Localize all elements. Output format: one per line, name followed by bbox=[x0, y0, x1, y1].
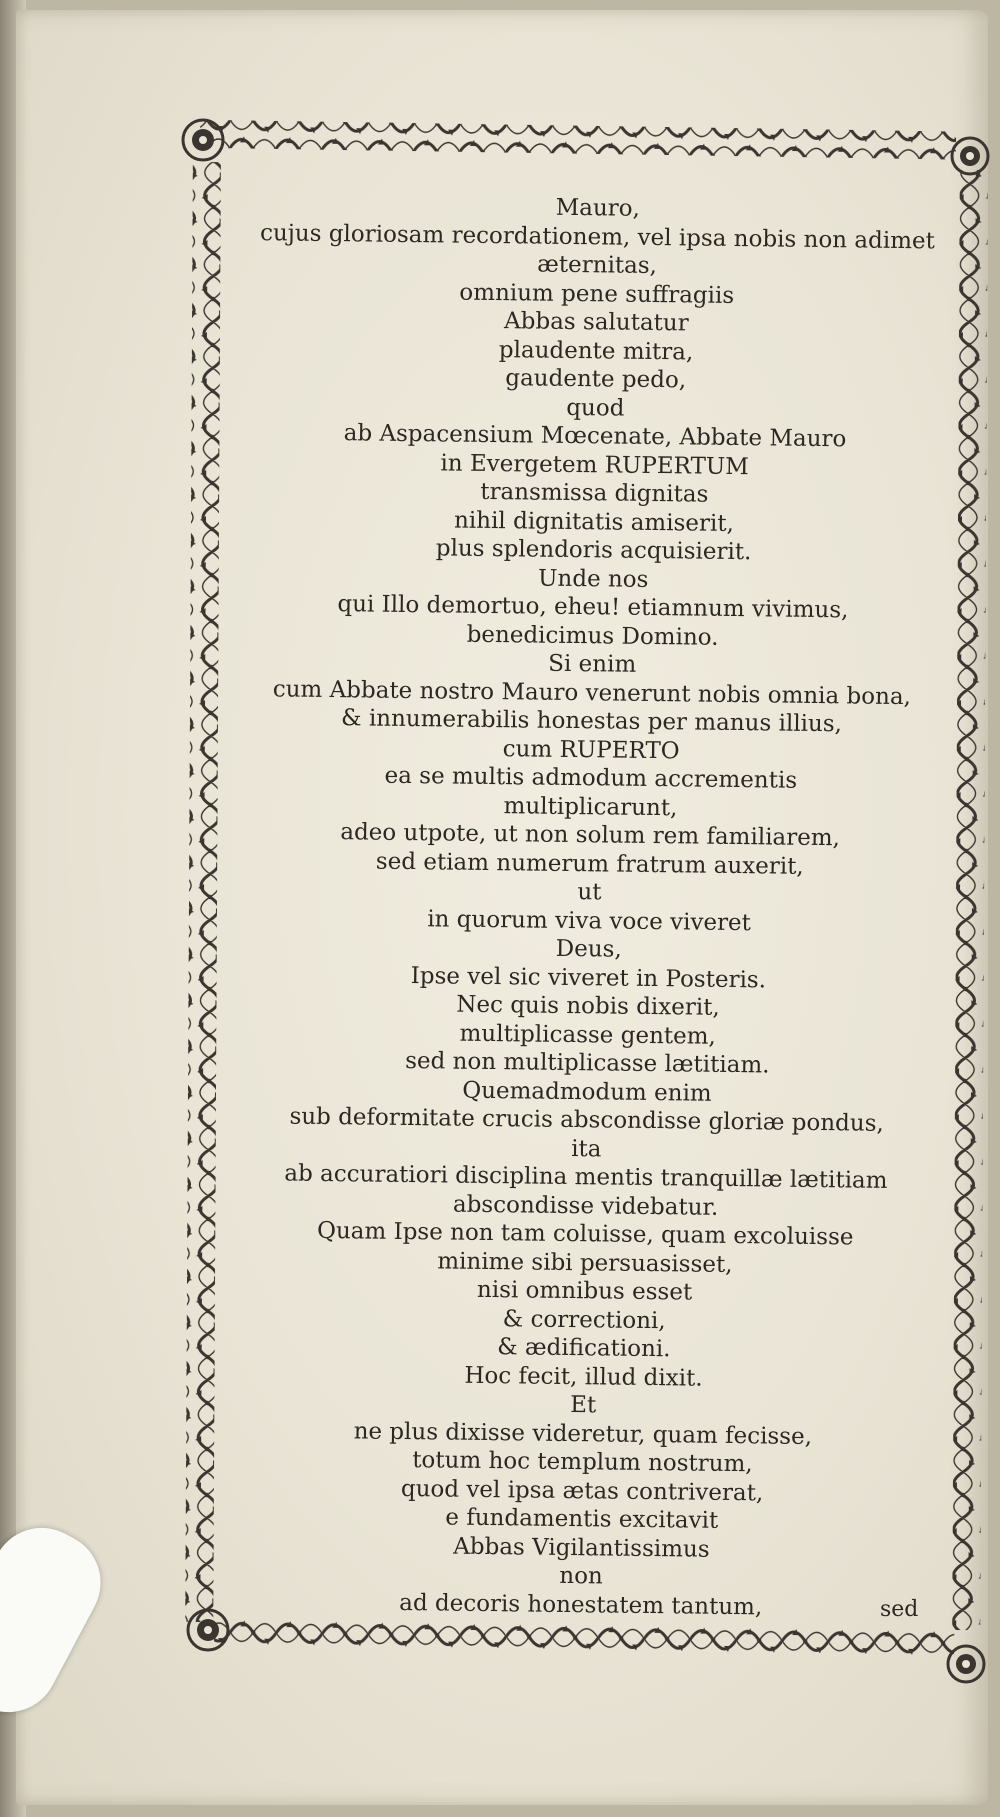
text-line: plaudente mitra, bbox=[498, 336, 694, 365]
text-line: Si enim bbox=[548, 650, 637, 678]
border-left bbox=[185, 162, 221, 1622]
text-line: non bbox=[559, 1562, 603, 1590]
border-top bbox=[200, 120, 956, 160]
text-line: ad decoris honestatem tantum, bbox=[399, 1589, 763, 1620]
text-line: sed etiam numerum fratrum auxerit, bbox=[375, 848, 804, 880]
text-line: minime sibi persuasisset, bbox=[437, 1247, 733, 1278]
text-line: Deus, bbox=[555, 935, 622, 963]
text-line: Et bbox=[569, 1392, 597, 1419]
page-text-block bbox=[231, 190, 948, 1623]
catchword: sed bbox=[880, 1597, 919, 1622]
text-line: cum RUPERTO bbox=[502, 735, 680, 764]
text-line: Nec quis nobis dixerit, bbox=[456, 991, 720, 1021]
text-line: nisi omnibus esset bbox=[476, 1276, 693, 1306]
text-line: ab accuratiori disciplina mentis tranquillæ lætitiam bbox=[284, 1160, 888, 1194]
text-line: sub deformitate crucis abscondisse gloriæ pondus, bbox=[289, 1103, 884, 1137]
text-line: quod bbox=[566, 394, 625, 422]
text-line: adeo utpote, ut non solum rem familiarem, bbox=[340, 819, 841, 852]
text-line: e fundamentis excitavit bbox=[445, 1504, 719, 1534]
text-line: Quemadmodum enim bbox=[462, 1077, 712, 1107]
text-line: ita bbox=[570, 1135, 602, 1162]
text-line: quod vel ipsa ætas contriverat, bbox=[400, 1475, 764, 1506]
text-line: & ædificationi. bbox=[497, 1334, 671, 1363]
text-line: nihil dignitatis amiserit, bbox=[453, 507, 735, 537]
text-line: Unde nos bbox=[537, 565, 649, 593]
text-line: sed non multiplicasse lætitiam. bbox=[405, 1047, 770, 1079]
text-line: ab Aspacensium Mœcenate, Abbate Mauro bbox=[343, 420, 847, 453]
text-line: cum Abbate nostro Mauro venerunt nobis omnia bona, bbox=[272, 675, 912, 710]
text-line: in quorum viva voce viveret bbox=[427, 905, 752, 936]
text-line: multiplicasse gentem, bbox=[459, 1020, 716, 1050]
text-line: Quam Ipse non tam coluisse, quam excoluisse bbox=[316, 1217, 854, 1251]
text-line: qui Illo demortuo, eheu! etiamnum vivimus, bbox=[337, 591, 849, 624]
text-line: gaudente pedo, bbox=[505, 365, 687, 394]
text-line: multiplicarunt, bbox=[503, 792, 678, 821]
text-line: Hoc fecit, illud dixit. bbox=[464, 1362, 703, 1392]
text-line: & correctioni, bbox=[502, 1305, 666, 1334]
text-line: Ipse vel sic viveret in Posteris. bbox=[410, 962, 767, 993]
text-line: Abbas Vigilantissimus bbox=[453, 1533, 710, 1563]
text-line: cujus gloriosam recordationem, vel ipsa nobis non adimet bbox=[259, 219, 936, 254]
text-line: & innumerabilis honestas per manus illius, bbox=[340, 705, 843, 738]
text-line: ut bbox=[577, 879, 602, 906]
text-line: totum hoc templum nostrum, bbox=[412, 1447, 753, 1478]
text-line: Mauro, bbox=[555, 194, 641, 222]
text-line: omnium pene suffragiis bbox=[459, 279, 735, 309]
text-line: transmissa dignitas bbox=[480, 478, 709, 508]
border-right bbox=[952, 170, 988, 1630]
text-line: in Evergetem RUPERTUM bbox=[440, 449, 749, 480]
text-line: ea se multis admodum accrementis bbox=[384, 762, 798, 794]
text-line: Abbas salutatur bbox=[503, 308, 689, 337]
text-line: ne plus dixisse videretur, quam fecisse, bbox=[353, 1417, 813, 1450]
text-line: abscondisse videbatur. bbox=[452, 1191, 719, 1221]
text-line: benedicimus Domino. bbox=[466, 621, 719, 651]
text-line: æternitas, bbox=[537, 251, 658, 280]
text-line: plus splendoris acquisierit. bbox=[435, 535, 752, 566]
